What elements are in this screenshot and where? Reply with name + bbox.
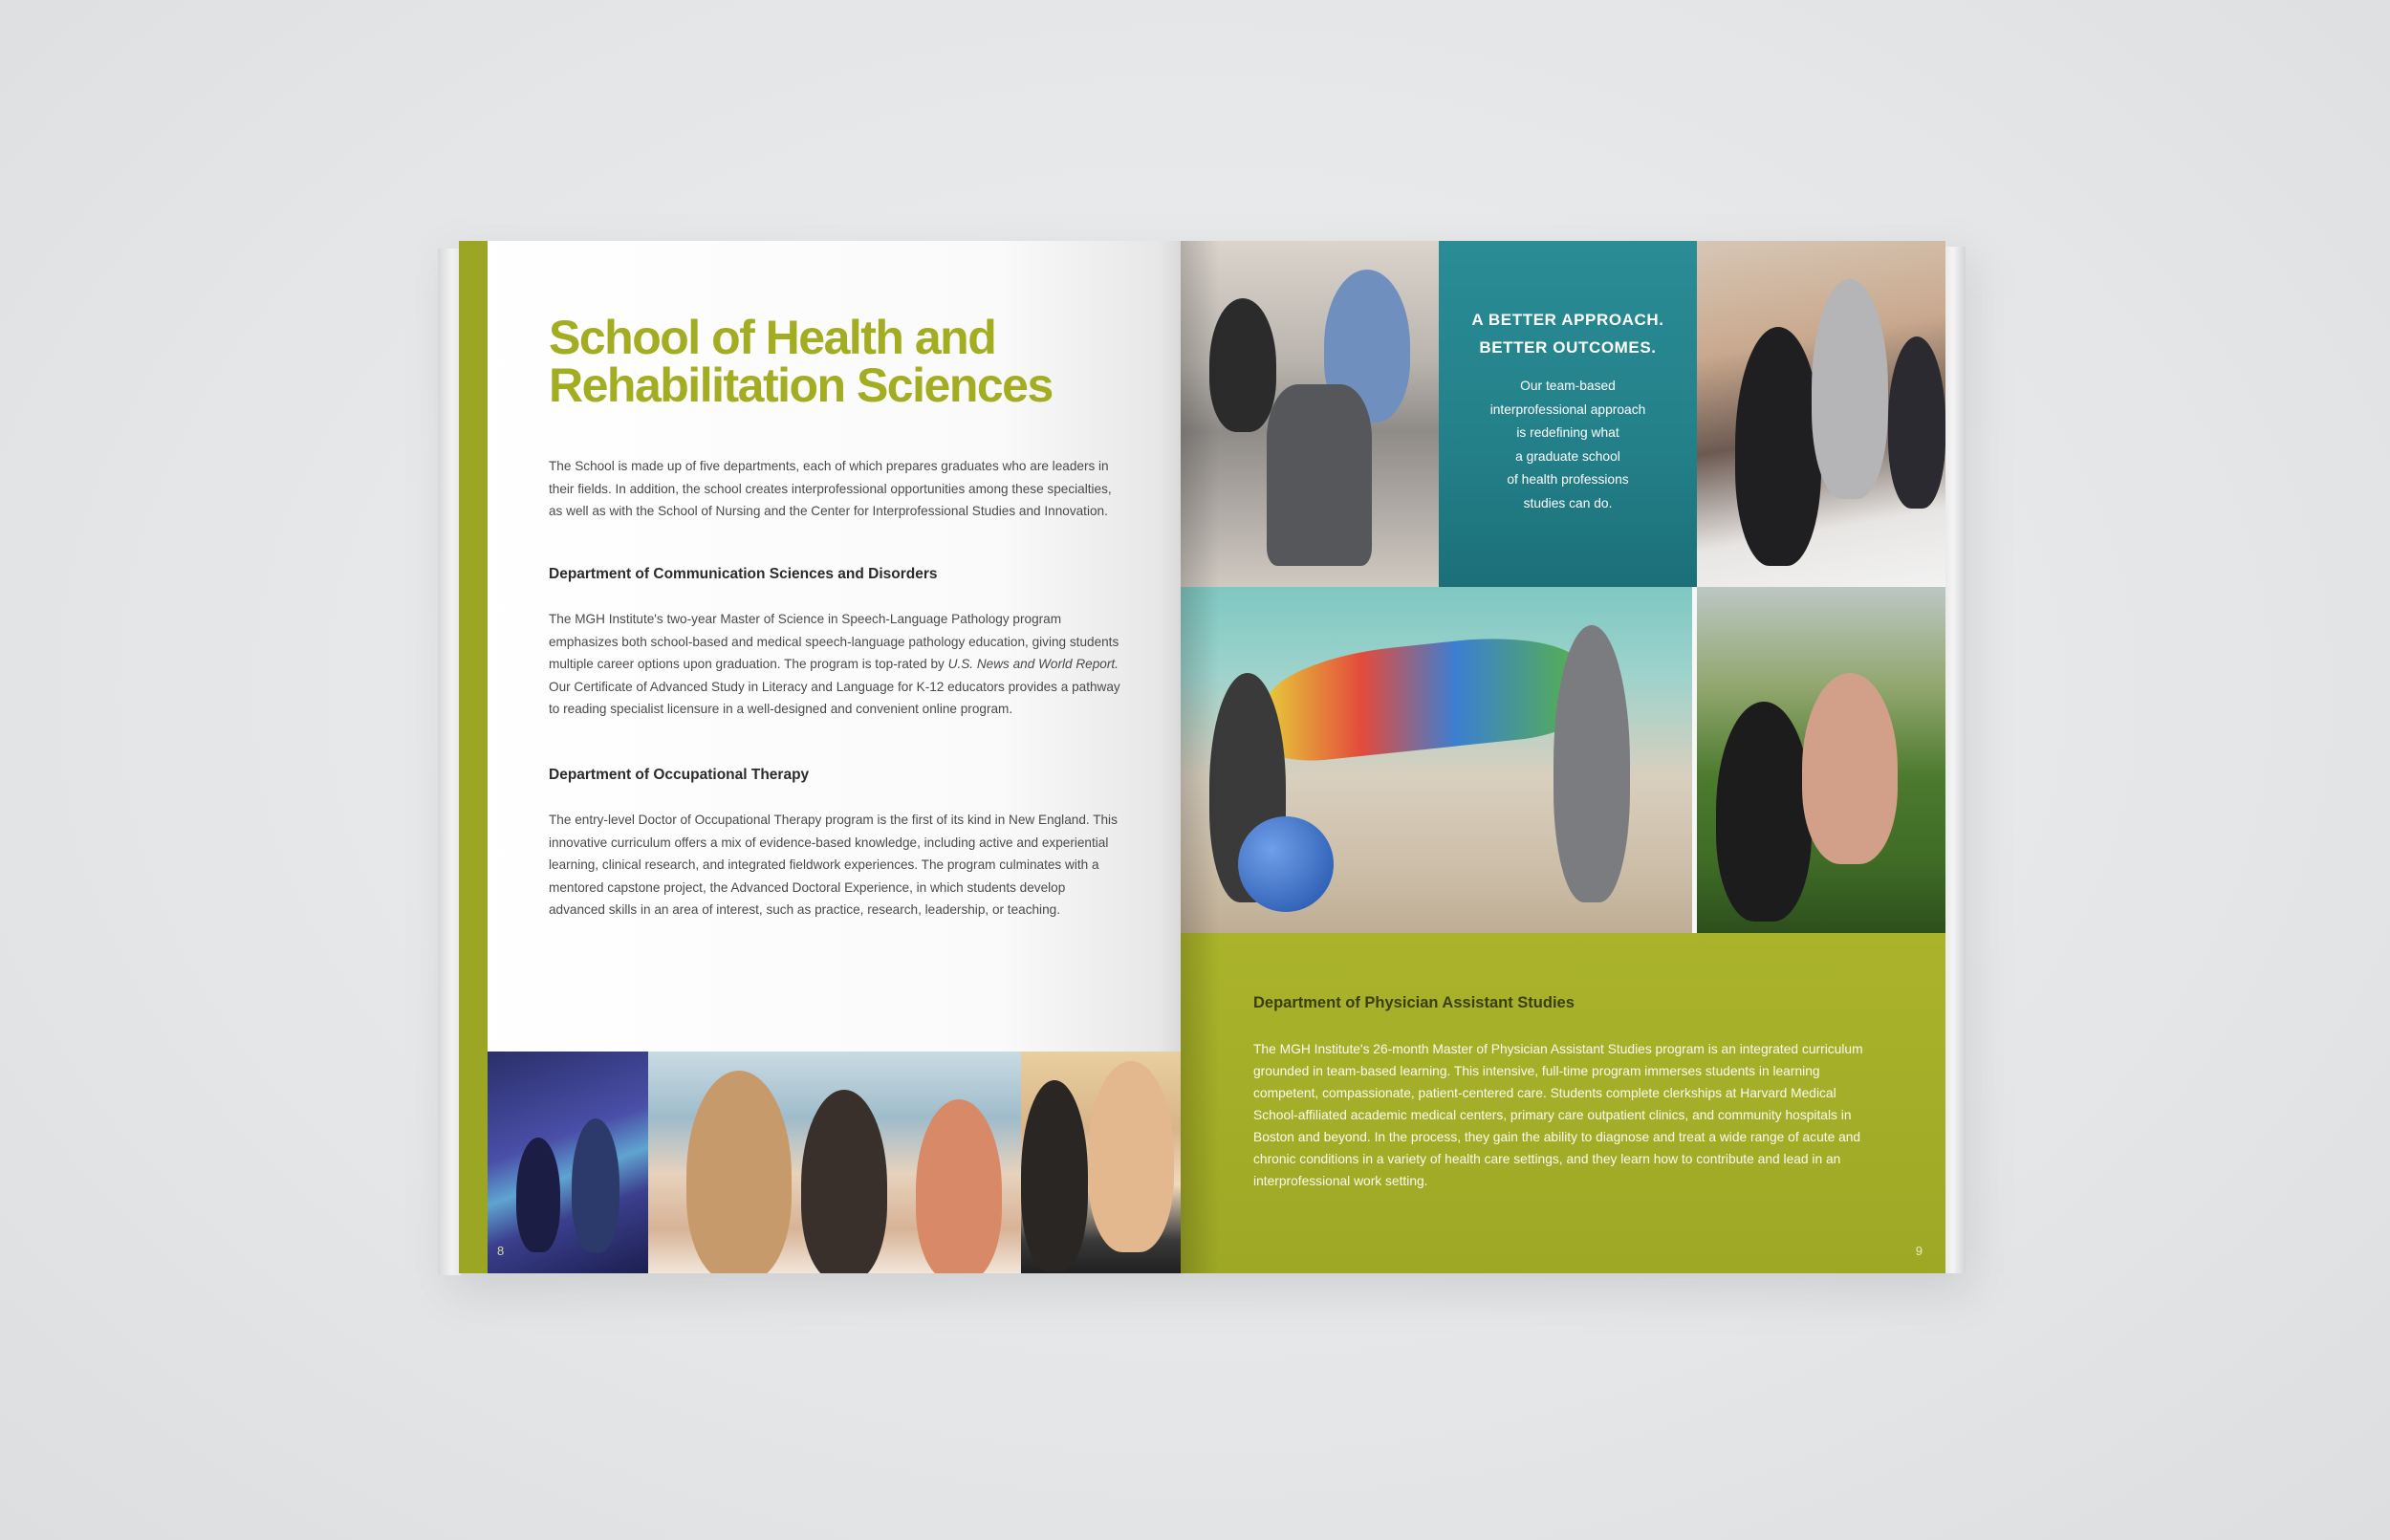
title-line-2: Rehabilitation Sciences xyxy=(549,358,1053,412)
photo-outdoor-study xyxy=(1697,587,1945,933)
figure-student xyxy=(1812,279,1888,499)
page-number-right: 9 xyxy=(1915,1244,1923,1258)
figure-patient xyxy=(1088,1061,1174,1252)
figure-student xyxy=(916,1099,1002,1273)
title-line-1: School of Health and xyxy=(549,311,996,364)
brochure-spread xyxy=(438,237,1966,1281)
dept-communication-heading: Department of Communication Sciences and Disorders xyxy=(549,566,938,582)
dept-occupational-body: The entry-level Doctor of Occupational Therapy program is the first of its kind in New England. This innovative curriculum offers a mix of evidence-based knowledge, including active and experiential learning, clinical research, and integrated fieldwork experiences. The program culminates with a mentored capstone project, the Advanced Doctoral Experience, in which students develop advanced skills in an area of interest, such as practice, research, leadership, or teaching. xyxy=(549,813,1118,917)
callout-line: of health professions xyxy=(1507,472,1629,487)
figure-student xyxy=(801,1090,887,1273)
figure-silhouette xyxy=(572,1118,619,1252)
figure-examiner xyxy=(1021,1080,1088,1271)
page-stack-right xyxy=(1945,247,1966,1273)
photo-lab-students xyxy=(1697,241,1945,587)
photo-hand-therapy xyxy=(648,1052,1021,1273)
figure-student xyxy=(1716,702,1812,922)
figure-student xyxy=(1735,327,1821,566)
page-number-left: 8 xyxy=(497,1244,505,1258)
figure-adult xyxy=(1554,625,1630,902)
figure-instructor xyxy=(686,1071,792,1273)
photo-sensory-room xyxy=(488,1052,648,1273)
callout-line: is redefining what xyxy=(1516,425,1619,440)
figure-student xyxy=(1209,298,1276,432)
photo-rehab-bike xyxy=(1181,241,1439,587)
accent-bar xyxy=(459,241,488,1273)
dept-communication-text-a: The MGH Institute's two-year Master of Science in Speech-Language Pathology program emphasizes both school-based and medical speech-language pathology education, giving students multiple career options upon graduation. The program is top-rated by xyxy=(549,612,1119,671)
callout-heading xyxy=(1439,306,1697,361)
intro-paragraph: The School is made up of five departments, each of which prepares graduates who are leaders in their fields. In addition, the school creates interprofessional opportunities among these specialties, as well as with the School of Nursing and the Center for Interprofessional Studies and Innovation. xyxy=(549,459,1112,518)
right-page xyxy=(1181,241,1945,1273)
callout-line: Our team-based xyxy=(1520,379,1616,393)
callout-box xyxy=(1439,241,1697,587)
callout-line: interprofessional approach xyxy=(1489,401,1646,417)
callout-text xyxy=(1439,375,1697,515)
figure-instructor xyxy=(1888,336,1945,509)
photo-otoscope-exam xyxy=(1021,1052,1181,1273)
dept-physician-assistant-heading: Department of Physician Assistant Studies xyxy=(1253,994,1575,1011)
callout-line: a graduate school xyxy=(1515,448,1620,464)
dept-occupational-heading: Department of Occupational Therapy xyxy=(549,767,810,783)
therapy-ball xyxy=(1238,816,1334,912)
pa-panel xyxy=(1181,933,1945,1273)
page-title xyxy=(549,311,1141,412)
exercise-bike xyxy=(1267,384,1372,566)
left-page xyxy=(459,241,1181,1273)
photo-pediatric-play xyxy=(1181,587,1692,933)
figure-student xyxy=(1802,673,1898,864)
parachute xyxy=(1267,628,1582,767)
callout-heading-line-2: BETTER OUTCOMES. xyxy=(1479,338,1657,357)
dept-communication-text-b: Our Certificate of Advanced Study in Literacy and Language for K-12 educators provides a pathway to reading specialist licensure in a well-designed and convenient online program. xyxy=(549,679,1120,716)
callout-line: studies can do. xyxy=(1523,495,1613,510)
callout-heading-line-1: A BETTER APPROACH. xyxy=(1471,311,1664,329)
photo-strip xyxy=(488,1052,1181,1273)
figure-silhouette xyxy=(516,1138,560,1252)
dept-physician-assistant-body: The MGH Institute's 26-month Master of Physician Assistant Studies program is an integrated curriculum grounded in team-based learning. This intensive, full-time program immerses students in learning competent, compassionate, patient-centered care. Students complete clerkships at Harvard Medical School-affiliated academic medical centers, primary care outpatient clinics, and community hospitals in Boston and beyond. In the process, they gain the ability to diagnose and treat a wide range of acute and chronic conditions in a variety of health care settings, and they learn how to contribute and lead in an interprofessional work setting. xyxy=(1253,1042,1863,1188)
publication-name: U.S. News and World Report. xyxy=(947,657,1119,671)
dept-communication-body xyxy=(549,608,1122,721)
page-stack-left xyxy=(438,249,461,1275)
